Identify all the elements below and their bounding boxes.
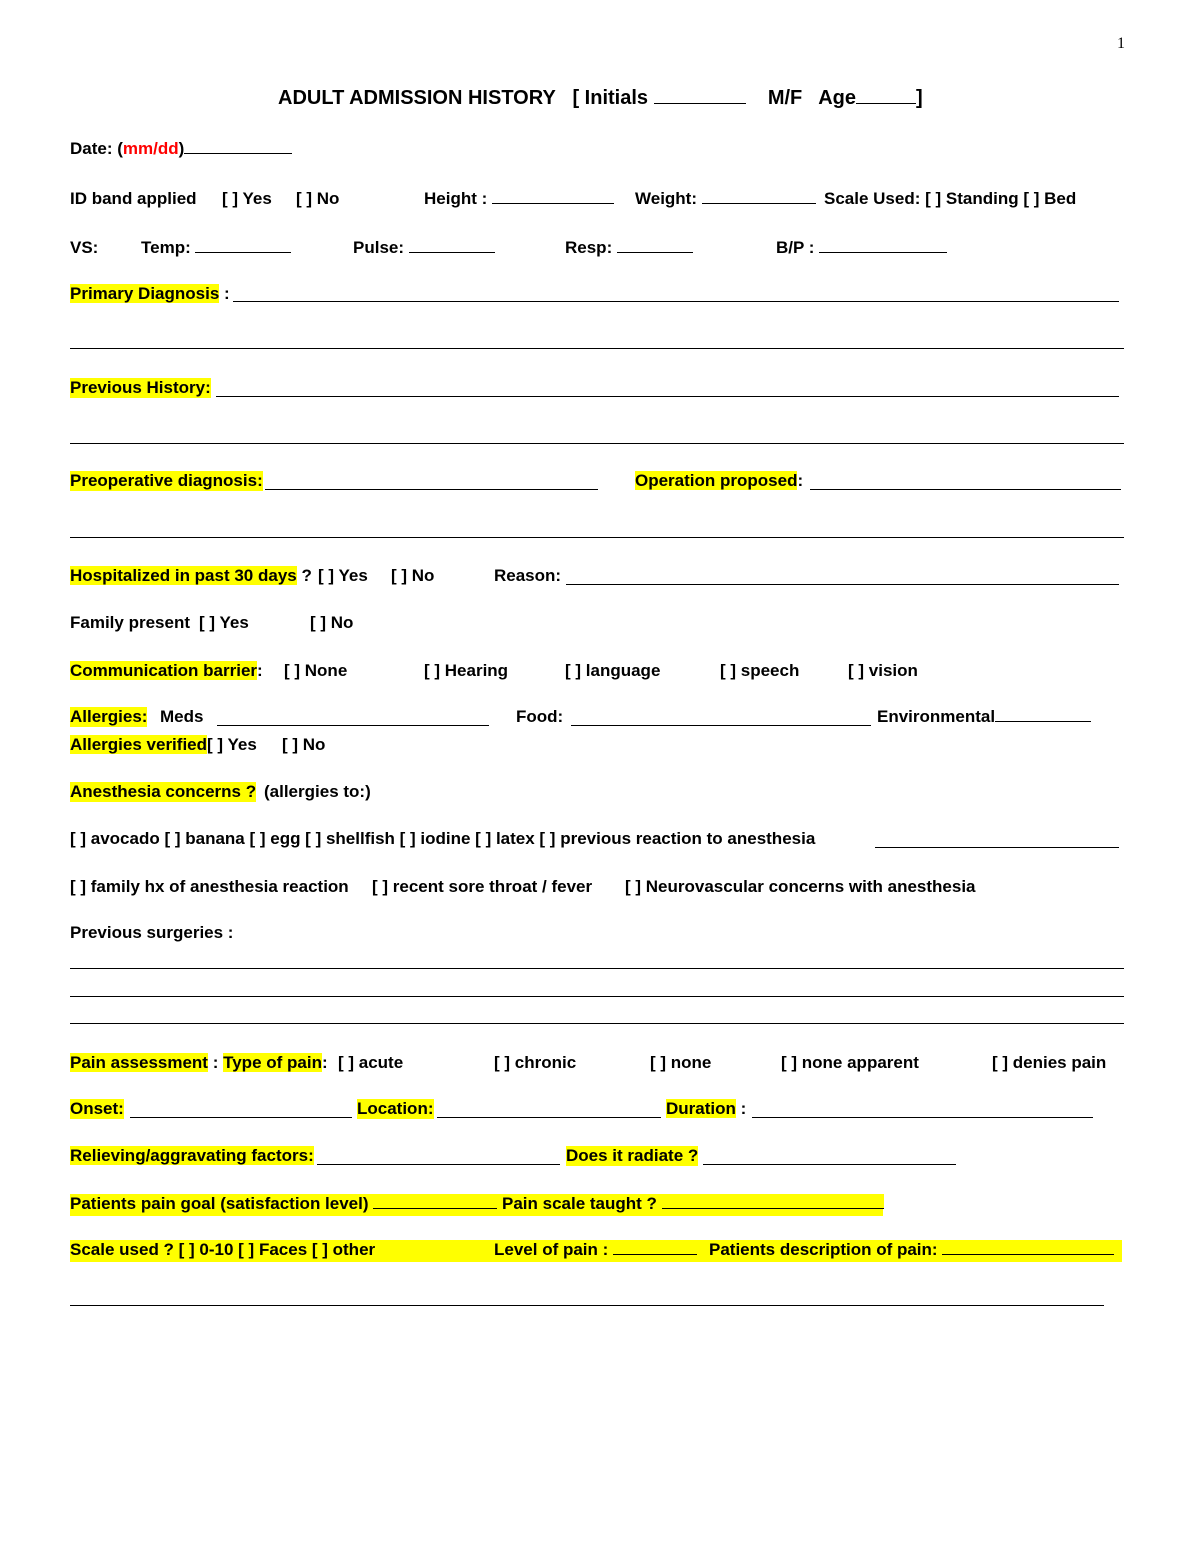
height-label: Height : (424, 189, 488, 208)
duration-label: Duration (666, 1099, 736, 1118)
level-of-pain-label: Level of pain : (494, 1240, 609, 1259)
pain-scale-taught-label: Pain scale taught ? (502, 1194, 657, 1213)
allergies-environmental-field[interactable] (995, 707, 1091, 722)
date-format: mm/dd (122, 139, 179, 158)
comm-none-checkbox[interactable]: [ ] None (284, 661, 348, 680)
pulse-label: Pulse: (353, 238, 405, 257)
date-label-prefix: Date: ( (70, 139, 123, 158)
pain-assessment-colon: : (212, 1053, 219, 1072)
allergies-verified-row (70, 735, 257, 755)
operation-proposed-row (635, 471, 803, 491)
previous-surgeries-label: Previous surgeries : (70, 923, 234, 942)
allergies-food-label: Food: (516, 707, 564, 726)
scale-used-checkboxes[interactable]: Scale used ? [ ] 0-10 [ ] Faces [ ] other (70, 1240, 376, 1259)
comm-vision-checkbox[interactable]: [ ] vision (848, 661, 918, 680)
anesthesia-allergy-checkboxes[interactable]: [ ] avocado [ ] banana [ ] egg [ ] shellfish [ ] iodine [ ] latex [ ] previous reaction to anesthesia (70, 829, 816, 848)
pulse-row (353, 238, 495, 258)
operation-proposed-colon: : (797, 471, 804, 490)
pain-description-line2[interactable] (70, 1305, 1104, 1306)
primary-diagnosis-field-line2[interactable] (70, 348, 1124, 349)
allergies-environmental-label: Environmental (877, 707, 996, 726)
reason-field[interactable] (566, 584, 1119, 585)
reason-label: Reason: (494, 566, 562, 585)
resp-row (565, 238, 693, 258)
primary-diagnosis-label: Primary Diagnosis (70, 284, 220, 303)
allergies-meds-label: Meds (160, 707, 204, 726)
allergies-verified-no-checkbox[interactable]: [ ] No (282, 735, 326, 754)
radiate-label: Does it radiate ? (566, 1146, 699, 1165)
scale-label: Scale Used: (824, 189, 921, 208)
form-title: ADULT ADMISSION HISTORY (278, 87, 556, 109)
duration-row (666, 1099, 746, 1119)
level-of-pain-field[interactable] (613, 1240, 697, 1255)
bp-row (776, 238, 947, 258)
family-hx-anesthesia-checkbox[interactable]: [ ] family hx of anesthesia reaction (70, 877, 349, 896)
scale-bed-checkbox[interactable]: [ ] Bed (1023, 189, 1077, 208)
operation-proposed-label: Operation proposed (635, 471, 798, 490)
type-of-pain-label: Type of pain (223, 1053, 322, 1072)
relieving-label (70, 1146, 314, 1166)
neurovascular-checkbox[interactable]: [ ] Neurovascular concerns with anesthesia (625, 877, 976, 896)
pain-denies-checkbox[interactable]: [ ] denies pain (992, 1053, 1107, 1072)
id-band-yes-checkbox[interactable]: [ ] Yes (222, 189, 272, 208)
onset-label: Onset: (70, 1099, 124, 1118)
family-yes-checkbox[interactable]: [ ] Yes (199, 613, 249, 632)
hospitalized-row (70, 566, 312, 586)
resp-label: Resp: (565, 238, 613, 257)
hospitalized-no-checkbox[interactable]: [ ] No (391, 566, 435, 585)
age-label: Age (818, 87, 857, 109)
location-field[interactable] (437, 1117, 661, 1118)
pain-description-field[interactable] (942, 1240, 1114, 1255)
pain-goal-row (70, 1194, 883, 1216)
environmental-row (877, 707, 1091, 727)
height-field[interactable] (492, 189, 614, 204)
allergies-label: Allergies: (70, 707, 148, 726)
communication-colon: : (257, 661, 263, 680)
sore-throat-checkbox[interactable]: [ ] recent sore throat / fever (372, 877, 593, 896)
comm-language-checkbox[interactable]: [ ] language (565, 661, 661, 680)
anesthesia-concerns-label: Anesthesia concerns ? (70, 782, 257, 801)
date-label-suffix: ) (178, 139, 185, 158)
primary-diagnosis-colon: : (224, 284, 230, 303)
previous-history-label: Previous History: (70, 378, 211, 397)
type-of-pain-colon: : (321, 1053, 328, 1072)
temp-field[interactable] (195, 238, 291, 253)
initials-field[interactable] (654, 89, 746, 104)
pain-none-checkbox[interactable]: [ ] none (650, 1053, 712, 1072)
pain-none-apparent-checkbox[interactable]: [ ] none apparent (781, 1053, 919, 1072)
vitals-label: VS: (70, 238, 99, 257)
operation-proposed-field[interactable] (810, 489, 1121, 490)
preop-diagnosis-label: Preoperative diagnosis: (70, 471, 263, 490)
onset-field[interactable] (130, 1117, 352, 1118)
date-row (70, 139, 292, 159)
previous-surgeries-field-2[interactable] (70, 996, 1124, 997)
location-label: Location: (357, 1099, 434, 1118)
temp-label: Temp: (141, 238, 191, 257)
hospitalized-label: Hospitalized in past 30 days (70, 566, 297, 585)
family-no-checkbox[interactable]: [ ] No (310, 613, 354, 632)
family-present-label: Family present (70, 613, 190, 632)
allergies-verified-label: Allergies verified (70, 735, 208, 754)
title-bracket-close: ] (916, 87, 923, 109)
scale-row (824, 189, 1076, 209)
id-band-no-checkbox[interactable]: [ ] No (296, 189, 340, 208)
bp-label: B/P : (776, 238, 815, 257)
pain-description-row (709, 1240, 1114, 1260)
pain-chronic-checkbox[interactable]: [ ] chronic (494, 1053, 577, 1072)
communication-barrier-label: Communication barrier (70, 661, 258, 680)
comm-hearing-checkbox[interactable]: [ ] Hearing (424, 661, 509, 680)
previous-history-field-line2[interactable] (70, 443, 1124, 444)
radiate-field[interactable] (703, 1164, 956, 1165)
allergies-meds-field[interactable] (217, 725, 489, 726)
age-field[interactable] (856, 89, 916, 104)
previous-surgeries-field-1[interactable] (70, 968, 1124, 969)
comm-speech-checkbox[interactable]: [ ] speech (720, 661, 800, 680)
pain-assessment-row (70, 1053, 328, 1073)
hospitalized-yes-checkbox[interactable]: [ ] Yes (318, 566, 368, 585)
preop-field-line2[interactable] (70, 537, 1124, 538)
hospitalized-question: ? (301, 566, 312, 585)
weight-field[interactable] (702, 189, 816, 204)
pain-goal-label: Patients pain goal (satisfaction level) (70, 1194, 369, 1213)
allergies-verified-yes-checkbox[interactable]: [ ] Yes (207, 735, 257, 754)
page-number: 1 (1117, 35, 1125, 52)
weight-label: Weight: (635, 189, 698, 208)
level-of-pain-row (494, 1240, 697, 1260)
pain-scale-taught-field[interactable] (662, 1194, 884, 1209)
duration-field[interactable] (752, 1117, 1093, 1118)
sex-label: M/F (767, 87, 803, 109)
previous-reaction-field[interactable] (875, 847, 1119, 848)
duration-colon: : (740, 1099, 747, 1118)
pain-assessment-label: Pain assessment (70, 1053, 208, 1072)
temp-row (141, 238, 291, 258)
preop-diagnosis-field[interactable] (265, 489, 598, 490)
pulse-field[interactable] (409, 238, 495, 253)
height-row (424, 189, 614, 209)
form-title-row (278, 86, 923, 110)
anesthesia-allergies-to: (allergies to:) (264, 782, 371, 801)
primary-diagnosis-field[interactable] (233, 301, 1119, 302)
previous-history-field[interactable] (216, 396, 1119, 397)
pain-goal-field[interactable] (373, 1194, 497, 1209)
initials-label: [ Initials (572, 87, 649, 109)
allergies-food-field[interactable] (571, 725, 871, 726)
primary-diagnosis-row (70, 284, 230, 304)
communication-row (70, 661, 263, 681)
date-field[interactable] (184, 139, 292, 154)
scale-standing-checkbox[interactable]: [ ] Standing (925, 189, 1019, 208)
bp-field[interactable] (819, 238, 947, 253)
pain-acute-checkbox[interactable]: [ ] acute (338, 1053, 404, 1072)
pain-description-label: Patients description of pain: (709, 1240, 938, 1259)
id-band-label: ID band applied (70, 189, 197, 208)
previous-surgeries-field-3[interactable] (70, 1023, 1124, 1024)
relieving-label-text: Relieving/aggravating factors: (70, 1146, 314, 1165)
relieving-field[interactable] (317, 1164, 560, 1165)
weight-row (635, 189, 816, 209)
resp-field[interactable] (617, 238, 693, 253)
